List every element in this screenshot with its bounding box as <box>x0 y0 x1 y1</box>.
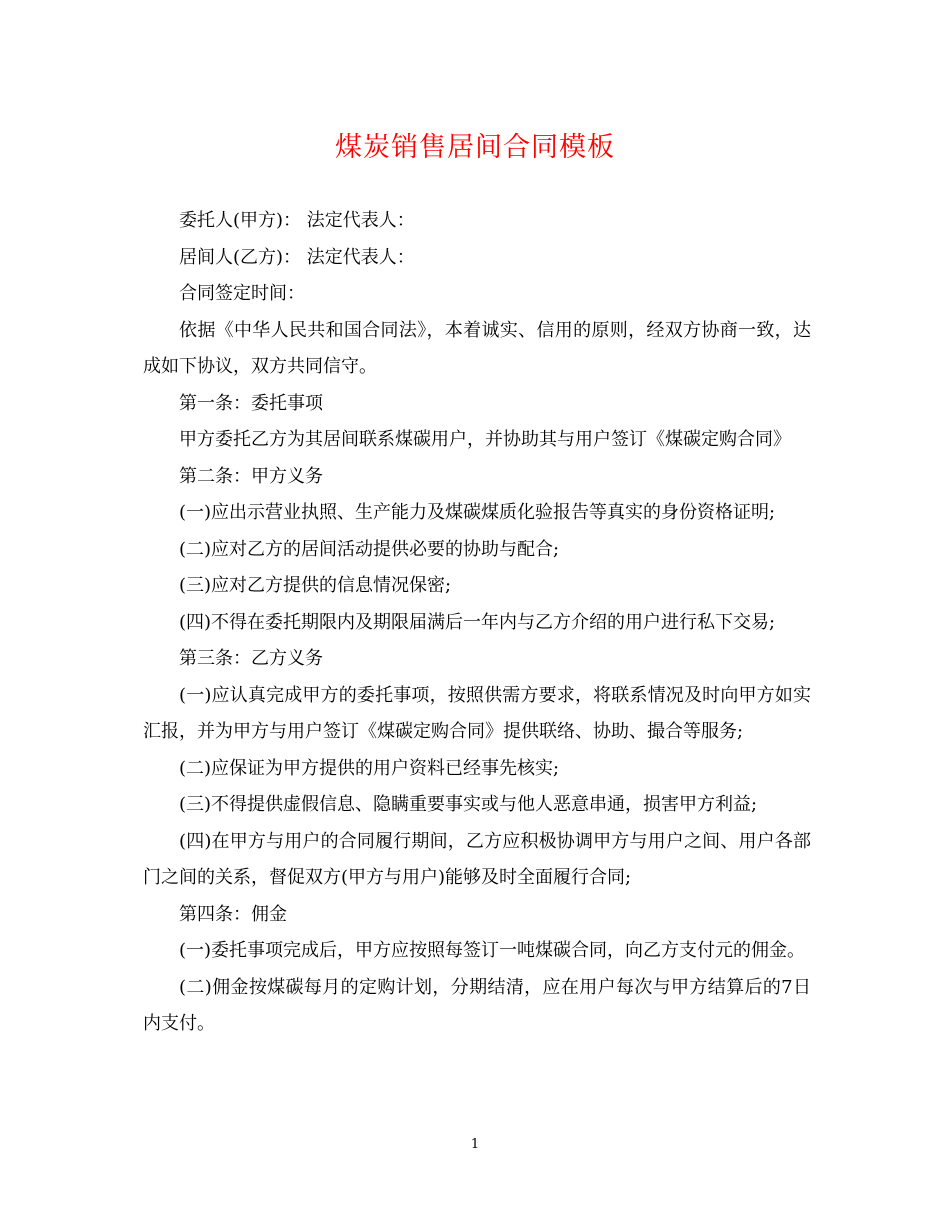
page-number: 1 <box>470 1137 480 1152</box>
article-3-item-3: (三)不得提供虚假信息、隐瞒重要事实或与他人恶意串通，损害甲方利益; <box>179 794 758 815</box>
article-3-item-1: (一)应认真完成甲方的委托事项，按照供需方要求，将联系情况及时向甲方如实汇报，并为甲方与用户签订《煤碳定购合同》提供联络、协助、撮合等服务; <box>143 684 811 742</box>
paragraph-preamble: 依据《中华人民共和国合同法》，本着诚实、信用的原则，经双方协商一致，达成如下协议，双方共同信守。 <box>143 319 811 377</box>
contract-body <box>143 203 811 1043</box>
paragraph-client: 委托人(甲方)： 法定代表人： <box>179 210 415 231</box>
article-3-item-4: (四)在甲方与用户的合同履行期间，乙方应积极协调甲方与用户之间、用户各部门之间的关系，督促双方(甲方与用户)能够及时全面履行合同; <box>143 830 811 888</box>
article-4-item-2: (二)佣金按煤碳每月的定购计划，分期结清，应在用户每次与甲方结算后的7日内支付。 <box>143 976 811 1034</box>
article-2-item-3: (三)应对乙方提供的信息情况保密; <box>179 575 452 596</box>
document-title: 煤炭销售居间合同模板 <box>335 132 615 163</box>
article-2-heading: 第二条：甲方义务 <box>179 465 323 487</box>
article-4-heading: 第四条：佣金 <box>179 903 287 925</box>
article-2-item-4: (四)不得在委托期限内及期限届满后一年内与乙方介绍的用户进行私下交易; <box>179 611 776 633</box>
paragraph-intermediary: 居间人(乙方)： 法定代表人： <box>179 246 415 268</box>
article-1-text: 甲方委托乙方为其居间联系煤碳用户，并协助其与用户签订《煤碳定购合同》 <box>179 429 791 450</box>
article-1-heading: 第一条：委托事项 <box>179 392 323 414</box>
article-2-item-2: (二)应对乙方的居间活动提供必要的协助与配合; <box>179 538 560 560</box>
article-3-item-2: (二)应保证为甲方提供的用户资料已经事先核实; <box>179 757 560 779</box>
article-4-item-1: (一)委托事项完成后，甲方应按照每签订一吨煤碳合同，向乙方支付元的佣金。 <box>179 940 806 961</box>
article-3-heading: 第三条：乙方义务 <box>179 648 323 669</box>
paragraph-signing-time: 合同签定时间： <box>179 283 305 304</box>
article-2-item-1: (一)应出示营业执照、生产能力及煤碳煤质化验报告等真实的身份资格证明; <box>179 502 776 523</box>
